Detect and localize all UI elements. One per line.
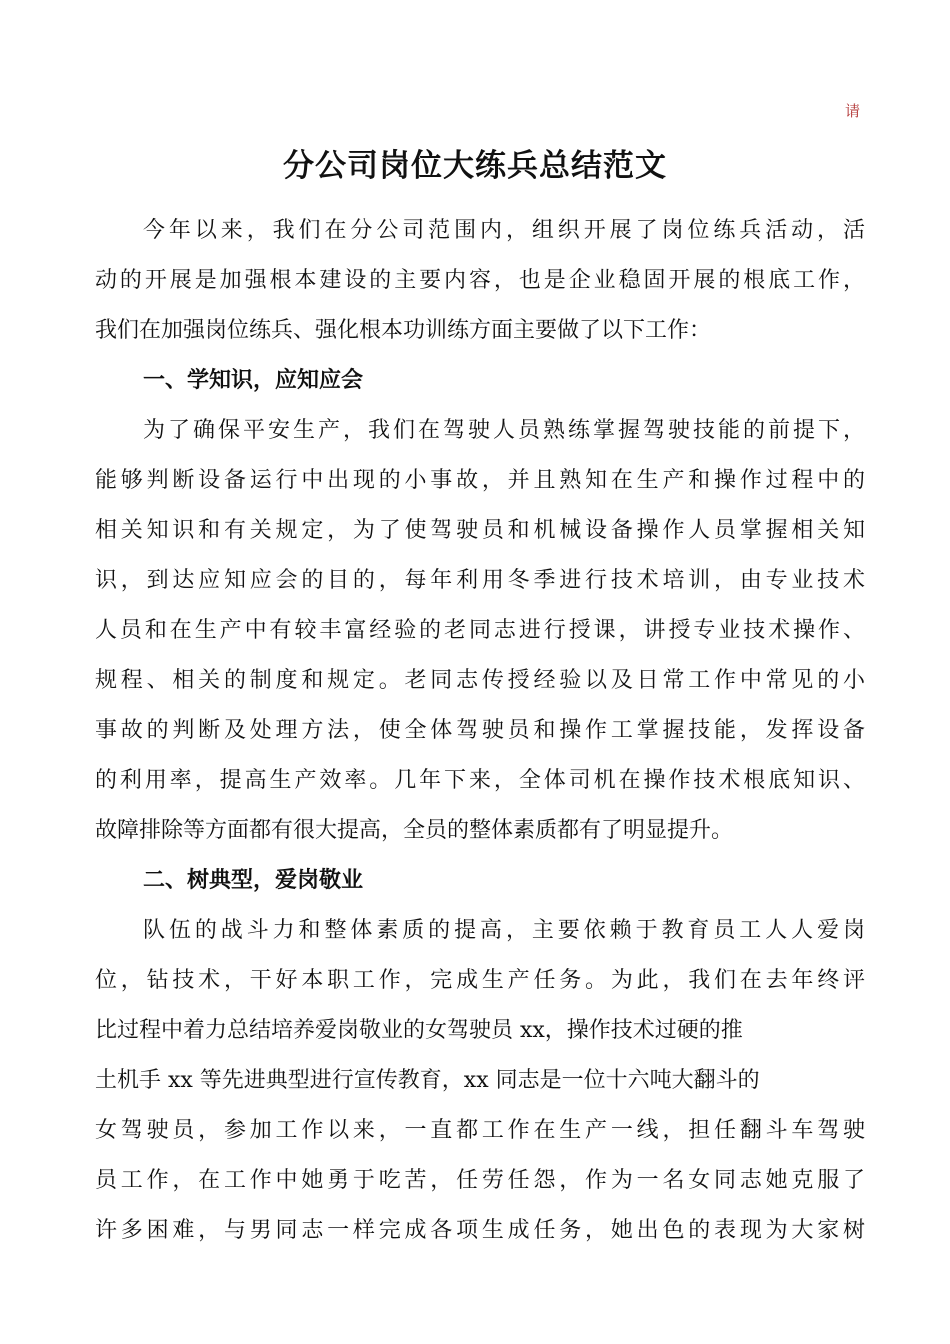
paragraph-line: 为了确保平安生产，我们在驾驶人员熟练掌握驾驶技能的前提下， xyxy=(143,418,865,443)
paragraph-line: 动的开展是加强根本建设的主要内容，也是企业稳固开展的根底工作， xyxy=(95,268,865,293)
paragraph-line: 规程、相关的制度和规定。老同志传授经验以及日常工作中常见的小 xyxy=(95,668,865,693)
paragraph-line: 女驾驶员，参加工作以来，一直都工作在生产一线，担任翻斗车驾驶 xyxy=(95,1118,865,1143)
document-body xyxy=(95,206,865,1256)
paragraph-line: 比过程中着力总结培养爱岗敬业的女驾驶员 xx，操作技术过硬的推 xyxy=(95,1018,743,1043)
paragraph-line: 员工作，在工作中她勇于吃苦，任劳任怨，作为一名女同志她克服了 xyxy=(95,1168,865,1193)
corner-mark: 请 xyxy=(845,102,861,120)
paragraph-line: 的利用率，提高生产效率。几年下来，全体司机在操作技术根底知识、 xyxy=(95,768,865,793)
paragraph-line: 土机手 xx 等先进典型进行宣传教育，xx 同志是一位十六吨大翻斗的 xyxy=(95,1068,760,1093)
paragraph-line: 故障排除等方面都有很大提高，全员的整体素质都有了明显提升。 xyxy=(95,818,734,843)
page-title: 分公司岗位大练兵总结范文 xyxy=(283,148,667,184)
paragraph-line: 能够判断设备运行中出现的小事故，并且熟知在生产和操作过程中的 xyxy=(95,468,865,493)
section-heading-1: 一、学知识，应知应会 xyxy=(143,368,364,393)
paragraph-line: 人员和在生产中有较丰富经验的老同志进行授课，讲授专业技术操作、 xyxy=(95,618,865,643)
paragraph-line: 队伍的战斗力和整体素质的提高，主要依赖于教育员工人人爱岗 xyxy=(143,918,865,943)
paragraph-line: 相关知识和有关规定，为了使驾驶员和机械设备操作人员掌握相关知 xyxy=(95,518,865,543)
paragraph-line: 我们在加强岗位练兵、强化根本功训练方面主要做了以下工作： xyxy=(95,318,712,343)
paragraph-line: 位，钻技术，干好本职工作，完成生产任务。为此，我们在去年终评 xyxy=(95,968,865,993)
paragraph-line: 许多困难，与男同志一样完成各项生成任务，她出色的表现为大家树 xyxy=(95,1218,865,1243)
paragraph-line: 识，到达应知应会的目的，每年利用冬季进行技术培训，由专业技术 xyxy=(95,568,865,593)
paragraph-line: 今年以来，我们在分公司范围内，组织开展了岗位练兵活动，活 xyxy=(143,218,865,243)
paragraph-line: 事故的判断及处理方法，使全体驾驶员和操作工掌握技能，发挥设备 xyxy=(95,718,865,743)
section-heading-2: 二、树典型，爱岗敬业 xyxy=(143,868,364,893)
